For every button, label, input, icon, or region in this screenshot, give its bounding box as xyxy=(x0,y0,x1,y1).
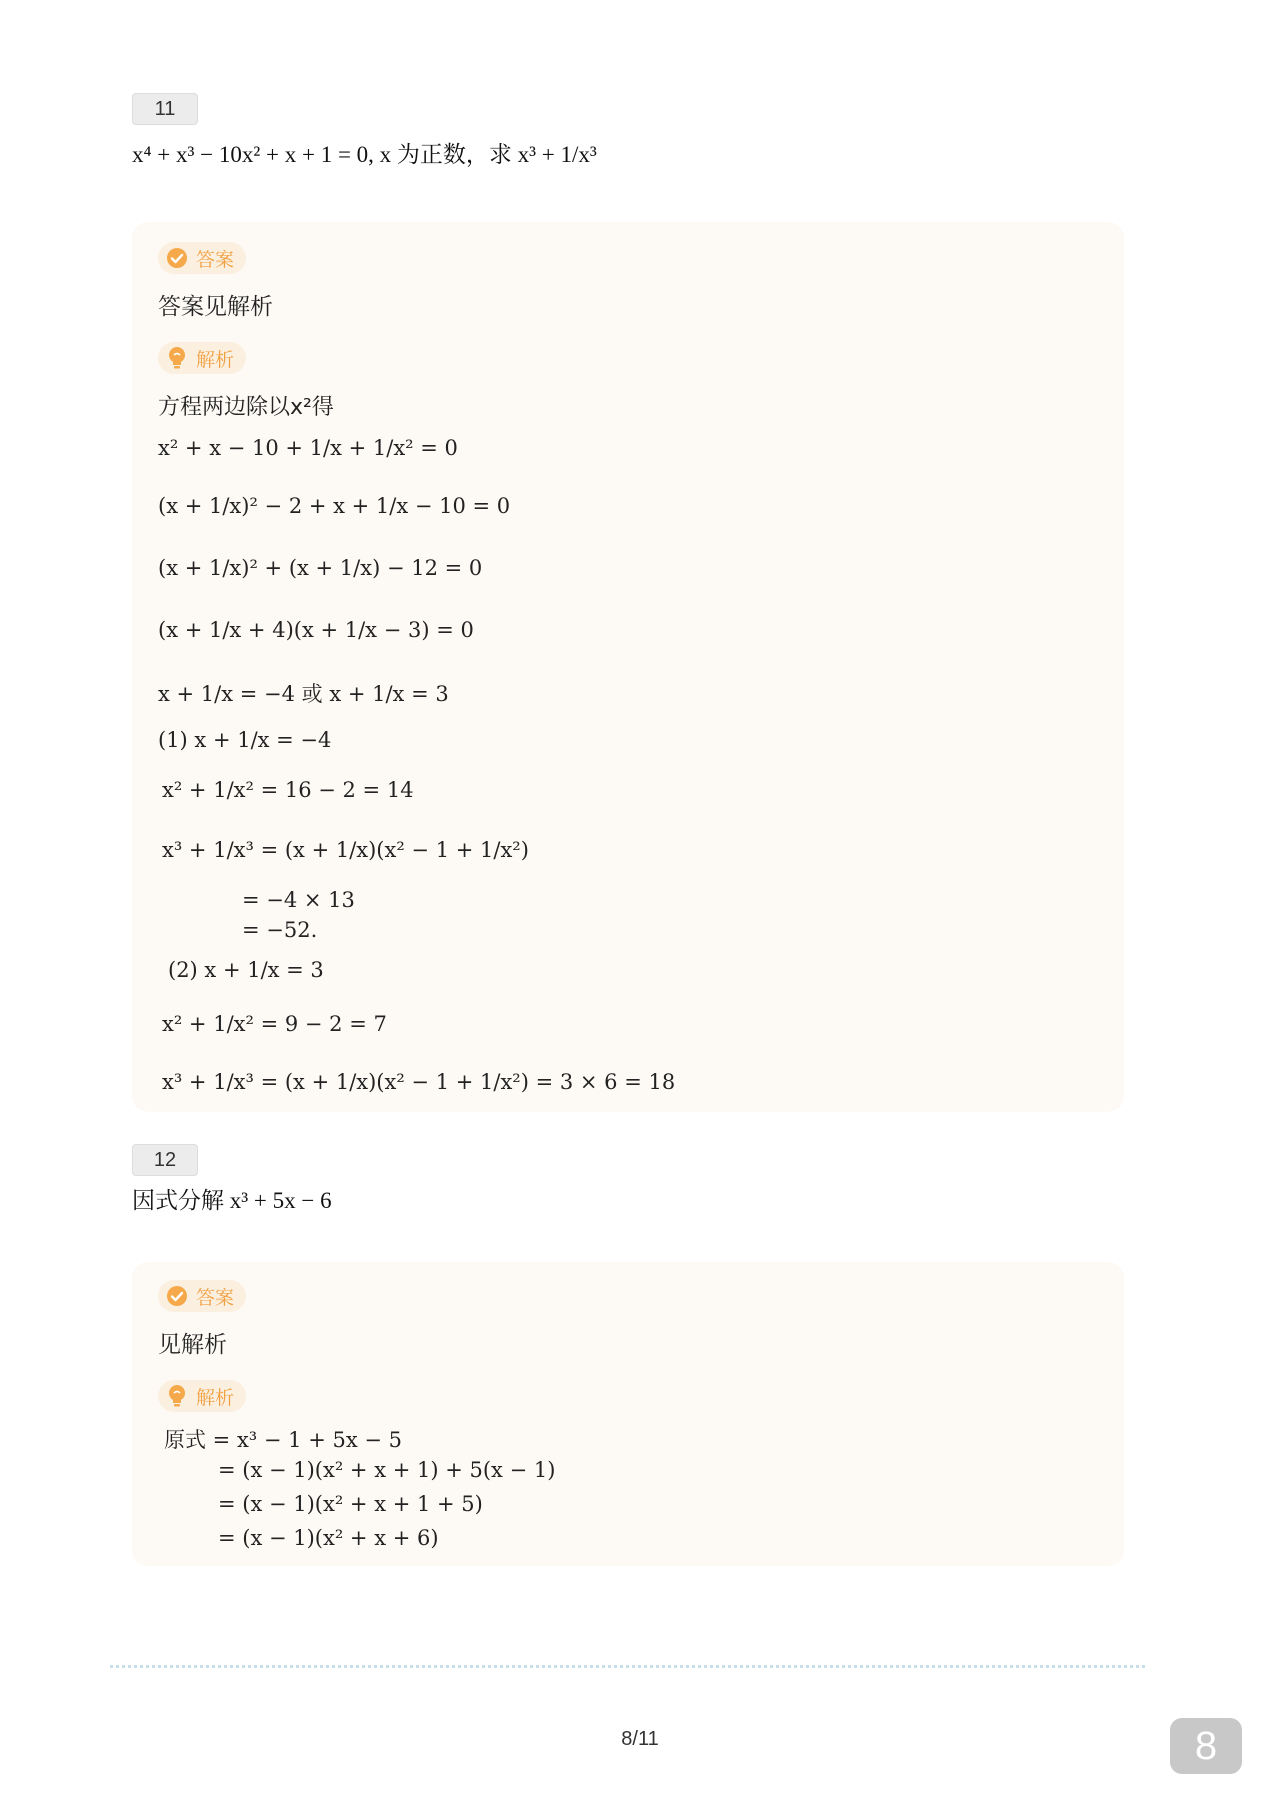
question-stem: x⁴ + x³ − 10x² + x + 1 = 0, x 为正数，求 x³ + 1/x³ xyxy=(132,142,597,167)
answer-tag xyxy=(158,242,246,274)
analysis-line: = (x − 1)(x² + x + 1) + 5(x − 1) xyxy=(218,1458,556,1482)
analysis-line: x + 1/x = −4 或 x + 1/x = 3 xyxy=(158,682,449,706)
solution-card xyxy=(132,1262,1124,1566)
solution-card xyxy=(132,222,1124,1112)
analysis-line: x² + 1/x² = 16 − 2 = 14 xyxy=(162,778,414,802)
page-number-badge[interactable]: 8 xyxy=(1170,1718,1242,1774)
lightbulb-icon xyxy=(166,346,188,370)
question-number: 11 xyxy=(132,93,198,125)
answer-text: 见解析 xyxy=(158,1332,227,1358)
analysis-line: 原式 = x³ − 1 + 5x − 5 xyxy=(164,1428,402,1452)
analysis-tag-label: 解析 xyxy=(196,1386,235,1409)
analysis-line: 方程两边除以x²得 xyxy=(158,395,334,420)
analysis-line: x² + x − 10 + 1/x + 1/x² = 0 xyxy=(158,436,458,460)
answer-text: 答案见解析 xyxy=(158,294,273,320)
analysis-line: (x + 1/x + 4)(x + 1/x − 3) = 0 xyxy=(158,618,474,642)
analysis-line: x³ + 1/x³ = (x + 1/x)(x² − 1 + 1/x²) xyxy=(162,838,529,862)
analysis-tag xyxy=(158,1380,246,1412)
question-number: 12 xyxy=(132,1144,198,1176)
analysis-line: x³ + 1/x³ = (x + 1/x)(x² − 1 + 1/x²) = 3 × 6 = 18 xyxy=(162,1070,676,1094)
analysis-line: (x + 1/x)² + (x + 1/x) − 12 = 0 xyxy=(158,556,483,580)
page-indicator: 8/11 xyxy=(621,1728,659,1750)
analysis-line: (x + 1/x)² − 2 + x + 1/x − 10 = 0 xyxy=(158,494,511,518)
check-circle-icon xyxy=(166,1285,188,1307)
analysis-tag xyxy=(158,342,246,374)
answer-tag-label: 答案 xyxy=(196,248,235,271)
question-stem: 因式分解 x³ + 5x − 6 xyxy=(132,1188,332,1213)
analysis-line: = (x − 1)(x² + x + 1 + 5) xyxy=(218,1492,483,1516)
answer-tag xyxy=(158,1280,246,1312)
analysis-line: = (x − 1)(x² + x + 6) xyxy=(218,1526,439,1550)
analysis-line: (1) x + 1/x = −4 xyxy=(158,728,332,752)
analysis-line: (2) x + 1/x = 3 xyxy=(168,958,324,982)
check-circle-icon xyxy=(166,247,188,269)
analysis-tag-label: 解析 xyxy=(196,348,235,371)
lightbulb-icon xyxy=(166,1384,188,1408)
dotted-divider xyxy=(110,1665,1145,1668)
answer-tag-label: 答案 xyxy=(196,1286,235,1309)
analysis-line: = −52. xyxy=(242,918,318,942)
analysis-line: x² + 1/x² = 9 − 2 = 7 xyxy=(162,1012,387,1036)
analysis-line: = −4 × 13 xyxy=(242,888,355,912)
